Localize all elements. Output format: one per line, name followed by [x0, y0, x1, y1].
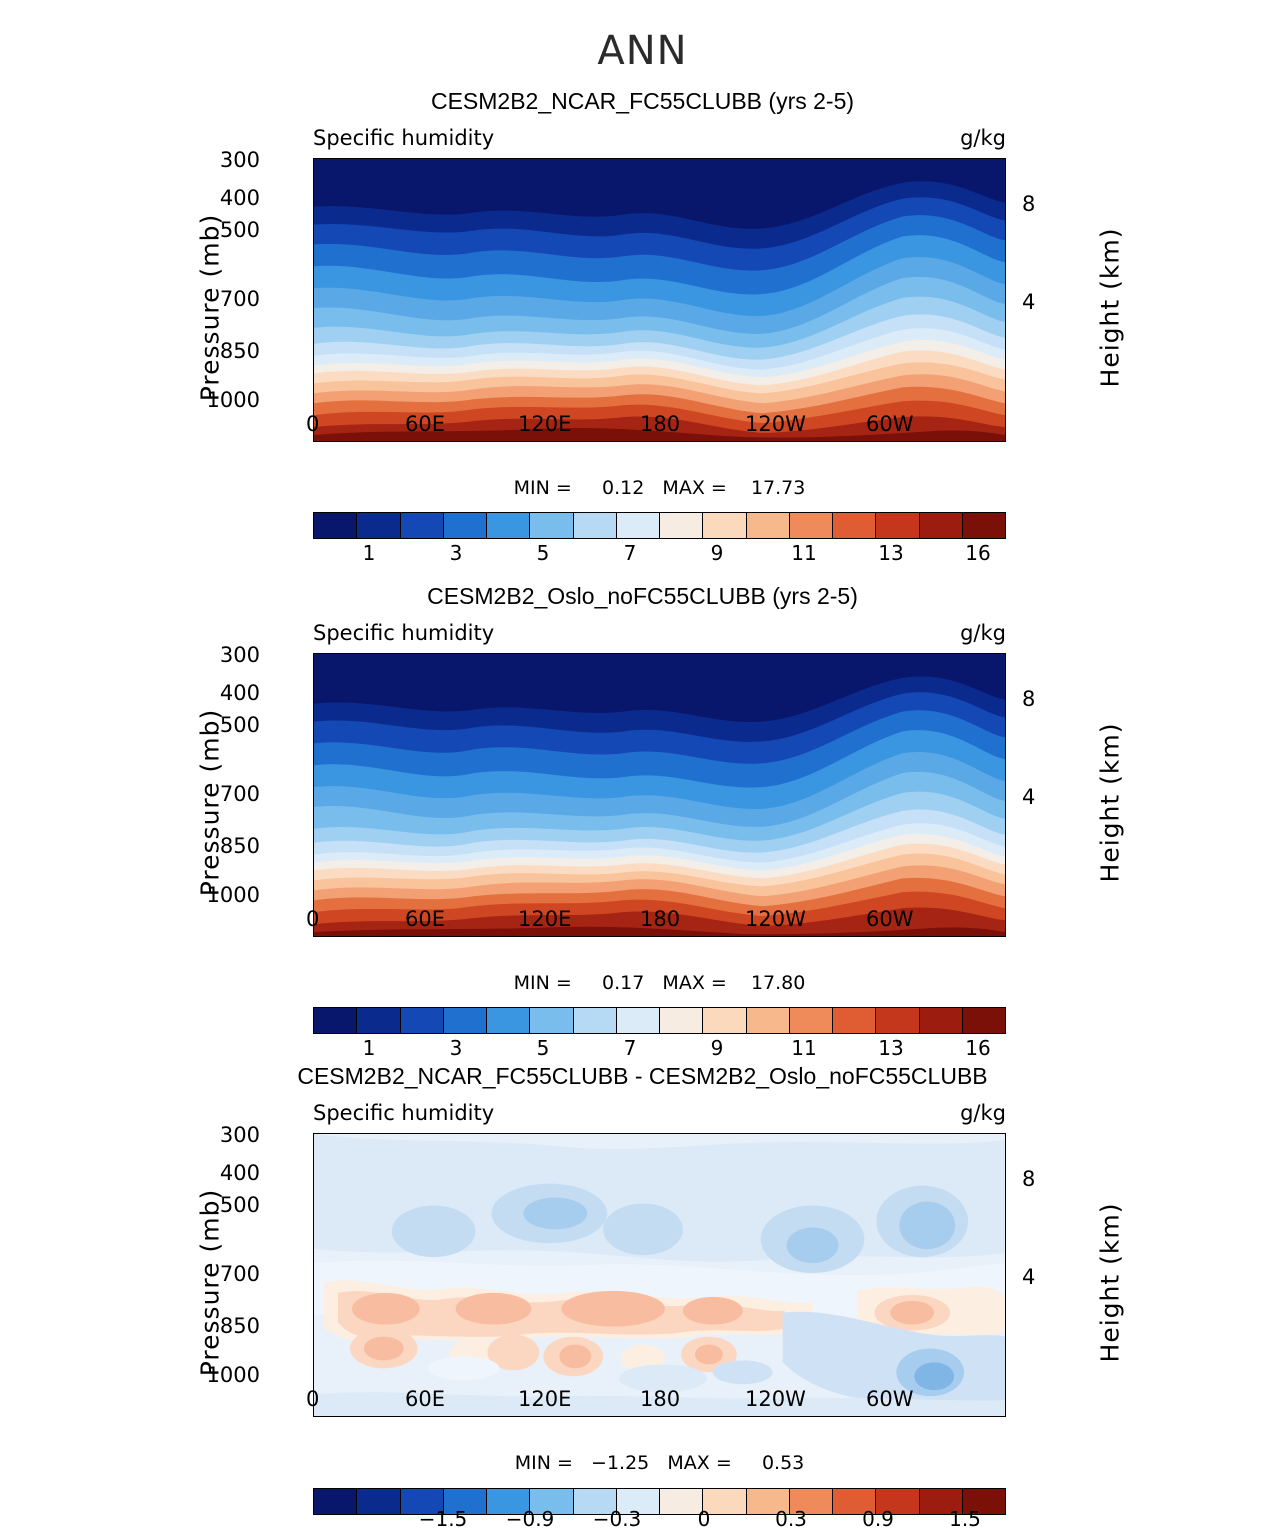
xtick-60W-diff: 60W: [866, 1387, 914, 1411]
ytick-500-mid: 500: [219, 713, 260, 737]
xtick-180-top: 180: [640, 412, 681, 436]
xtick-60E-mid: 60E: [405, 907, 445, 931]
panel-top: [0, 88, 1285, 558]
xtick-60E-top: 60E: [405, 412, 445, 436]
contour-canvas-top: [314, 159, 1005, 441]
colorbar-labels-mid: [313, 1036, 1006, 1060]
xtick-120W-diff: 120W: [745, 1387, 806, 1411]
page-title: ANN: [597, 28, 688, 74]
cbar-label: 0: [697, 1507, 711, 1531]
cbar-swatch: [357, 513, 400, 538]
ytick-850-mid: 850: [219, 834, 260, 858]
cbar-label: 5: [536, 541, 550, 565]
ytick-right-4-mid: 4: [1022, 785, 1036, 809]
cbar-label: 5: [536, 1036, 550, 1060]
cbar-label: 9: [710, 541, 724, 565]
units-label-diff: g/kg: [960, 1101, 1006, 1125]
units-label-top: g/kg: [960, 126, 1006, 150]
ytick-300-mid: 300: [219, 643, 260, 667]
panel-title-mid: CESM2B2_Oslo_noFC55CLUBB (yrs 2-5): [427, 583, 858, 609]
ytick-right-4-diff: 4: [1022, 1265, 1036, 1289]
xtick-180-diff: 180: [640, 1387, 681, 1411]
ytick-1000-top: 1000: [206, 388, 260, 412]
contour-plot-mid: [313, 653, 1006, 937]
cbar-swatch: [487, 513, 530, 538]
cbar-swatch: [574, 1008, 617, 1033]
xtick-180-mid: 180: [640, 907, 681, 931]
ylabel-height-diff: Height (km): [1095, 1202, 1125, 1363]
xtick-120W-top: 120W: [745, 412, 806, 436]
contour-canvas-mid: [314, 654, 1005, 936]
cbar-label: −0.9: [505, 1507, 555, 1531]
cbar-label: 1: [362, 541, 376, 565]
ytick-right-8-diff: 8: [1022, 1167, 1036, 1191]
cbar-label: 16: [965, 541, 991, 565]
cbar-label: 16: [965, 1036, 991, 1060]
cbar-swatch: [963, 1008, 1005, 1033]
contour-plot-top: [313, 158, 1006, 442]
ytick-500-diff: 500: [219, 1193, 260, 1217]
ylabel-pressure-top: Pressure (mb): [195, 213, 225, 402]
cbar-swatch: [703, 1008, 746, 1033]
xtick-120E-mid: 120E: [518, 907, 572, 931]
ylabel-pressure-mid: Pressure (mb): [195, 708, 225, 897]
minmax-mid: MIN = 0.17 MAX = 17.80: [513, 972, 806, 994]
panel-mid: [0, 583, 1285, 1053]
variable-label-mid: Specific humidity: [313, 621, 495, 645]
cbar-swatch: [833, 1008, 876, 1033]
ytick-700-top: 700: [219, 287, 260, 311]
cbar-label: 13: [878, 1036, 904, 1060]
cbar-swatch: [357, 1008, 400, 1033]
cbar-label: 11: [791, 1036, 817, 1060]
cbar-swatch: [487, 1008, 530, 1033]
cbar-swatch: [401, 1008, 444, 1033]
cbar-label: 3: [449, 541, 463, 565]
units-label-mid: g/kg: [960, 621, 1006, 645]
ytick-700-diff: 700: [219, 1262, 260, 1286]
ytick-right-8-top: 8: [1022, 192, 1036, 216]
cbar-swatch: [314, 1008, 357, 1033]
minmax-diff: MIN = −1.25 MAX = 0.53: [514, 1452, 805, 1474]
cbar-swatch: [617, 513, 660, 538]
cbar-label: 1: [362, 1036, 376, 1060]
cbar-swatch: [530, 1008, 573, 1033]
cbar-label: 0.3: [775, 1507, 807, 1531]
panel-title-diff: CESM2B2_NCAR_FC55CLUBB - CESM2B2_Oslo_noFC55CLUBB: [297, 1063, 988, 1089]
xtick-0-mid: 0: [306, 907, 320, 931]
cbar-swatch: [747, 1008, 790, 1033]
ylabel-height-mid: Height (km): [1095, 722, 1125, 883]
ytick-1000-diff: 1000: [206, 1363, 260, 1387]
cbar-swatch: [833, 513, 876, 538]
ytick-right-8-mid: 8: [1022, 687, 1036, 711]
ytick-400-mid: 400: [219, 681, 260, 705]
ytick-700-mid: 700: [219, 782, 260, 806]
panel-diff: [0, 1063, 1285, 1533]
cbar-swatch: [530, 513, 573, 538]
cbar-label: 3: [449, 1036, 463, 1060]
cbar-label: 1.5: [949, 1507, 981, 1531]
cbar-swatch: [660, 1008, 703, 1033]
xtick-60W-mid: 60W: [866, 907, 914, 931]
cbar-swatch: [444, 513, 487, 538]
colorbar-labels-diff: [313, 1507, 1006, 1531]
variable-label-diff: Specific humidity: [313, 1101, 495, 1125]
ytick-400-top: 400: [219, 186, 260, 210]
panel-title-top: CESM2B2_NCAR_FC55CLUBB (yrs 2-5): [430, 88, 855, 114]
xtick-0-top: 0: [306, 412, 320, 436]
ytick-right-4-top: 4: [1022, 290, 1036, 314]
cbar-swatch: [660, 513, 703, 538]
xtick-120E-diff: 120E: [518, 1387, 572, 1411]
cbar-swatch: [444, 1008, 487, 1033]
contour-canvas-diff: [314, 1134, 1005, 1416]
colorbar-mid[interactable]: [313, 1007, 1006, 1034]
xtick-120E-top: 120E: [518, 412, 572, 436]
cbar-swatch: [963, 513, 1005, 538]
cbar-swatch: [617, 1008, 660, 1033]
ytick-1000-mid: 1000: [206, 883, 260, 907]
cbar-swatch: [876, 1008, 919, 1033]
colorbar-top[interactable]: [313, 512, 1006, 539]
colorbar-labels-top: [313, 541, 1006, 565]
cbar-swatch: [876, 513, 919, 538]
cbar-label: 7: [623, 1036, 637, 1060]
ytick-300-diff: 300: [219, 1123, 260, 1147]
contour-plot-diff: [313, 1133, 1006, 1417]
cbar-swatch: [314, 513, 357, 538]
xtick-120W-mid: 120W: [745, 907, 806, 931]
variable-label-top: Specific humidity: [313, 126, 495, 150]
ytick-850-diff: 850: [219, 1314, 260, 1338]
cbar-label: 9: [710, 1036, 724, 1060]
cbar-swatch: [703, 513, 746, 538]
cbar-swatch: [747, 513, 790, 538]
cbar-label: 11: [791, 541, 817, 565]
ytick-400-diff: 400: [219, 1161, 260, 1185]
ylabel-height-top: Height (km): [1095, 227, 1125, 388]
cbar-swatch: [401, 513, 444, 538]
cbar-swatch: [920, 1008, 963, 1033]
cbar-label: −0.3: [592, 1507, 642, 1531]
xtick-0-diff: 0: [306, 1387, 320, 1411]
xtick-60E-diff: 60E: [405, 1387, 445, 1411]
xtick-60W-top: 60W: [866, 412, 914, 436]
cbar-swatch: [790, 1008, 833, 1033]
minmax-top: MIN = 0.12 MAX = 17.73: [513, 477, 806, 499]
cbar-swatch: [574, 513, 617, 538]
cbar-label: 7: [623, 541, 637, 565]
cbar-swatch: [920, 513, 963, 538]
ytick-500-top: 500: [219, 218, 260, 242]
ytick-850-top: 850: [219, 339, 260, 363]
cbar-label: 13: [878, 541, 904, 565]
cbar-swatch: [790, 513, 833, 538]
cbar-label: 0.9: [862, 1507, 894, 1531]
ylabel-pressure-diff: Pressure (mb): [195, 1188, 225, 1377]
ytick-300-top: 300: [219, 148, 260, 172]
cbar-label: −1.5: [418, 1507, 468, 1531]
